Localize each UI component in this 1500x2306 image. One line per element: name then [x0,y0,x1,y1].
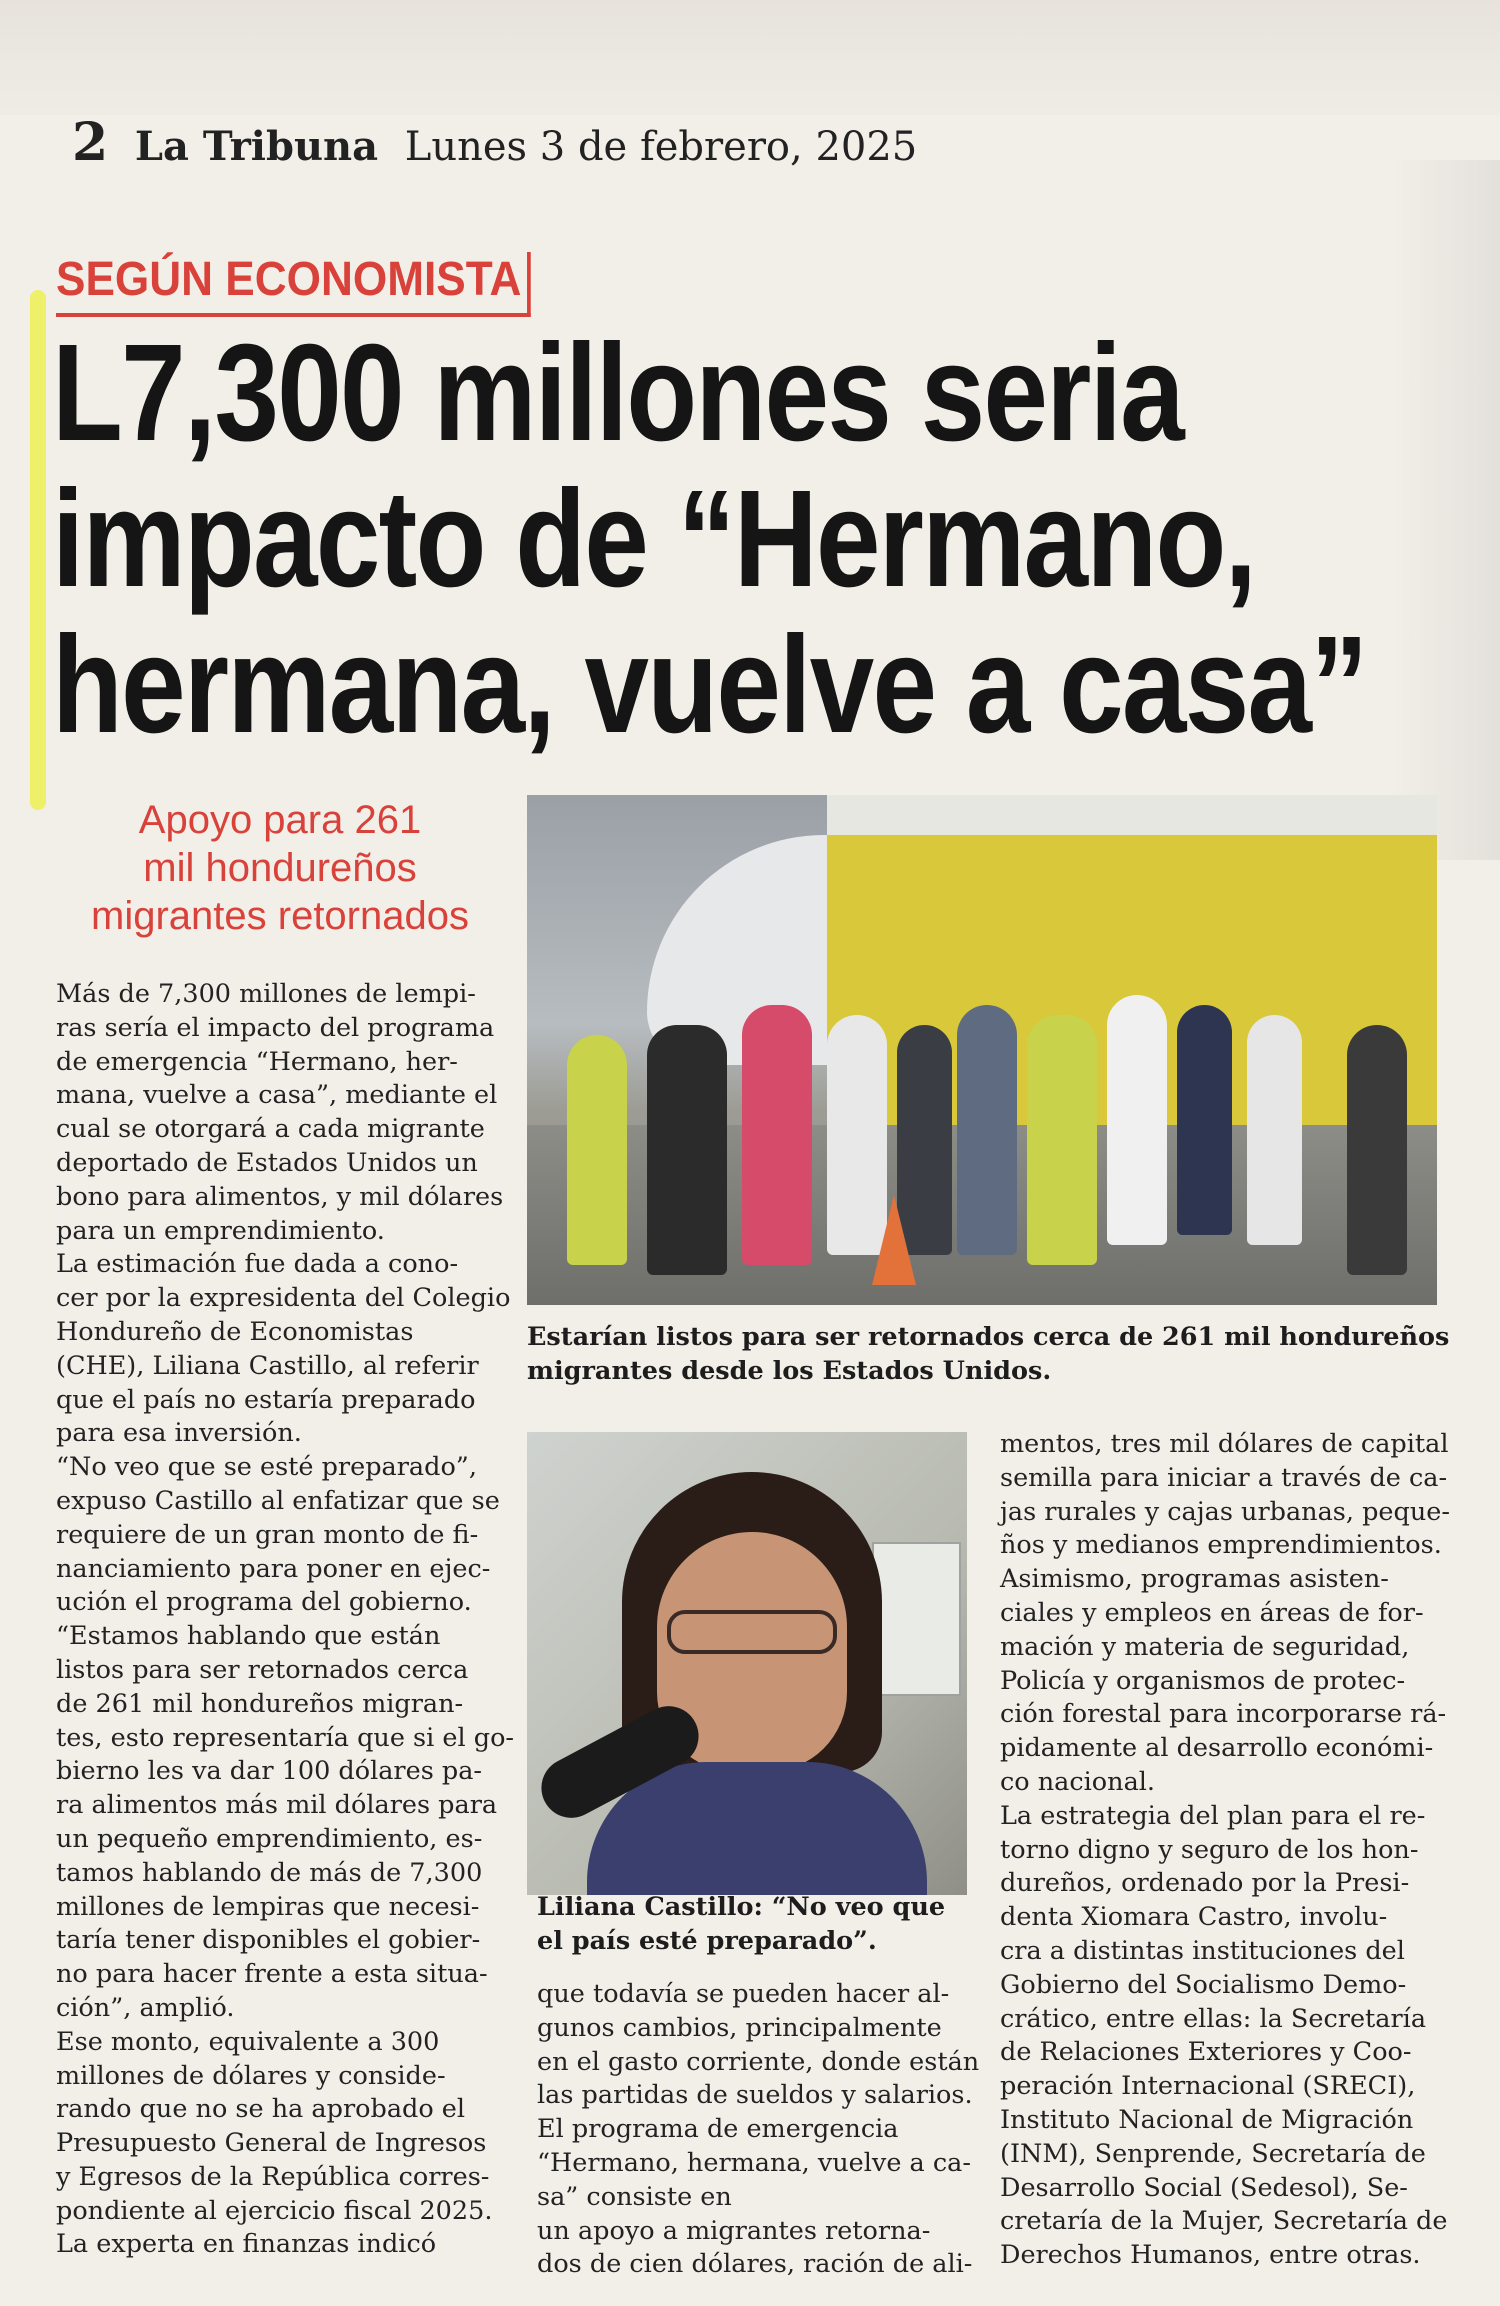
text-line: sa” consiste en [537,2181,732,2212]
highlighter-mark [30,290,46,810]
text-line: denta Xiomara Castro, involu- [1000,1902,1388,1933]
text-line: de 261 mil hondureños migran- [56,1688,464,1719]
headline-line: L7,300 millones seria [52,316,1184,470]
text-line: en el gasto corriente, donde están [537,2046,980,2077]
headline [52,316,1472,762]
text-line: Policía y organismos de protec- [1000,1665,1406,1696]
text-line: semilla para iniciar a través de ca- [1000,1462,1448,1493]
headline-line: impacto de “Hermano, [52,462,1256,616]
text-line: expuso Castillo al enfatizar que se [56,1485,500,1516]
text-line: “Hermano, hermana, vuelve a ca- [537,2147,971,2178]
text-line: un pequeño emprendimiento, es- [56,1823,483,1854]
text-line: dos de cien dólares, ración de ali- [537,2249,973,2280]
text-line: Derechos Humanos, entre otras. [1000,2240,1421,2271]
text-line: (CHE), Liliana Castillo, al referir [56,1350,479,1381]
person-figure [1027,1015,1097,1265]
subhead-line: mil hondureños [143,846,417,890]
kicker: SEGÚN ECONOMISTA [56,252,531,317]
text-line: gunos cambios, principalmente [537,2012,942,2043]
text-line: La experta en finanzas indicó [56,2229,437,2260]
caption-line: migrantes desde los Estados Unidos. [527,1356,1052,1386]
text-line: nanciamiento para poner en ejec- [56,1553,491,1584]
text-line: El programa de emergencia [537,2114,899,2145]
text-line: de Relaciones Exteriores y Coo- [1000,2037,1412,2068]
text-line: y Egresos de la República corres- [56,2161,490,2192]
photo-caption [527,1320,1450,1388]
traffic-cone [872,1195,916,1285]
text-line: no para hacer frente a esta situa- [56,1959,488,1990]
text-line: pondiente al ejercicio fiscal 2025. [56,2195,493,2226]
text-line: ción forestal para incorporarse rá- [1000,1699,1447,1730]
text-line: ción”, amplió. [56,1992,235,2023]
issue-date: Lunes 3 de febrero, 2025 [404,124,918,170]
text-line: que todavía se pueden hacer al- [537,1979,950,2009]
text-line: Gobierno del Socialismo Demo- [1000,1969,1407,2000]
text-line: Hondureño de Economistas [56,1316,414,1347]
text-line: “Estamos hablando que están [56,1621,441,1652]
article-column-3 [1000,1428,1450,2273]
text-line: requiere de un gran monto de fi- [56,1519,479,1550]
person-figure [1347,1025,1407,1275]
text-line: deportado de Estados Unidos un [56,1147,478,1178]
text-line: Presupuesto General de Ingresos [56,2128,487,2159]
text-line: tes, esto representaría que si el go- [56,1722,515,1753]
text-line: rando que no se ha aprobado el [56,2094,466,2125]
text-line: dureños, ordenado por la Presi- [1000,1868,1410,1899]
person-figure [647,1025,727,1275]
page-header [72,112,1372,173]
text-line: mación y materia de seguridad, [1000,1631,1410,1662]
adjacent-page-bleed [0,0,1500,115]
airplane-window-strip [827,795,1437,835]
text-line: millones de dólares y conside- [56,2060,446,2091]
text-line: La estrategia del plan para el re- [1000,1800,1426,1831]
subhead [50,796,510,940]
article-column-1 [56,978,515,2262]
text-line: peración Internacional (SRECI), [1000,2071,1416,2102]
text-line: ras sería el impacto del programa [56,1012,495,1043]
text-line: ños y medianos emprendimientos. [1000,1530,1442,1561]
text-line: “No veo que se esté preparado”, [56,1452,477,1483]
text-line: para esa inversión. [56,1418,302,1449]
text-line: ra alimentos más mil dólares para [56,1790,498,1821]
subhead-line: migrantes retornados [91,894,469,938]
caption-line: Liliana Castillo: “No veo que [537,1892,946,1922]
text-line: Desarrollo Social (Sedesol), Se- [1000,2172,1408,2203]
text-line: Más de 7,300 millones de lempi- [56,979,476,1009]
glasses-shape [667,1610,837,1654]
page-number: 2 [72,112,109,173]
portrait-caption [537,1890,967,1958]
text-line: para un emprendimiento. [56,1215,385,1246]
text-line: co nacional. [1000,1766,1156,1797]
text-line: cretaría de la Mujer, Secretaría de [1000,2206,1448,2237]
text-line: bono para alimentos, y mil dólares [56,1181,504,1212]
person-figure [957,1005,1017,1255]
text-line: ciales y empleos en áreas de for- [1000,1597,1424,1628]
headline-line: hermana, vuelve a casa” [52,608,1367,762]
text-line: La estimación fue dada a cono- [56,1249,459,1280]
text-line: taría tener disponibles el gobier- [56,1925,481,1956]
text-line: crático, entre ellas: la Secretaría [1000,2003,1427,2034]
text-line: jas rurales y cajas urbanas, peque- [1000,1496,1450,1527]
person-figure [1107,995,1167,1245]
article-column-2 [537,1978,980,2282]
liliana-castillo-photo [527,1432,967,1895]
person-figure [742,1005,812,1265]
subhead-line: Apoyo para 261 [138,798,422,842]
text-line: tamos hablando de más de 7,300 [56,1857,483,1888]
text-line: las partidas de sueldos y salarios. [537,2080,973,2111]
text-line: cual se otorgará a cada migrante [56,1114,485,1145]
person-figure [1247,1015,1302,1245]
caption-line: el país esté preparado”. [537,1926,877,1956]
text-line: que el país no estaría preparado [56,1384,476,1415]
text-line: un apoyo a migrantes retorna- [537,2215,931,2246]
text-line: (INM), Senprende, Secretaría de [1000,2138,1426,2169]
text-line: Ese monto, equivalente a 300 [56,2026,440,2057]
text-line: millones de lempiras que necesi- [56,1891,480,1922]
text-line: Asimismo, programas asisten- [1000,1564,1389,1595]
text-line: de emergencia “Hermano, her- [56,1046,458,1077]
text-line: cra a distintas instituciones del [1000,1935,1405,1966]
newspaper-name: La Tribuna [134,123,379,170]
text-line: Instituto Nacional de Migración [1000,2104,1414,2135]
text-line: mentos, tres mil dólares de capital [1000,1429,1449,1459]
text-line: ución el programa del gobierno. [56,1587,472,1618]
caption-line: Estarían listos para ser retornados cerca de 261 mil hondureños [527,1322,1450,1352]
person-figure [567,1035,627,1265]
text-line: torno digno y seguro de los hon- [1000,1834,1419,1865]
wall-poster [872,1542,961,1696]
text-line: cer por la expresidenta del Colegio [56,1283,511,1314]
deportees-photo [527,795,1437,1305]
text-line: bierno les va dar 100 dólares pa- [56,1756,483,1787]
text-line: listos para ser retornados cerca [56,1654,469,1685]
text-line: mana, vuelve a casa”, mediante el [56,1080,498,1111]
text-line: pidamente al desarrollo económi- [1000,1733,1434,1764]
person-figure [1177,1005,1232,1235]
